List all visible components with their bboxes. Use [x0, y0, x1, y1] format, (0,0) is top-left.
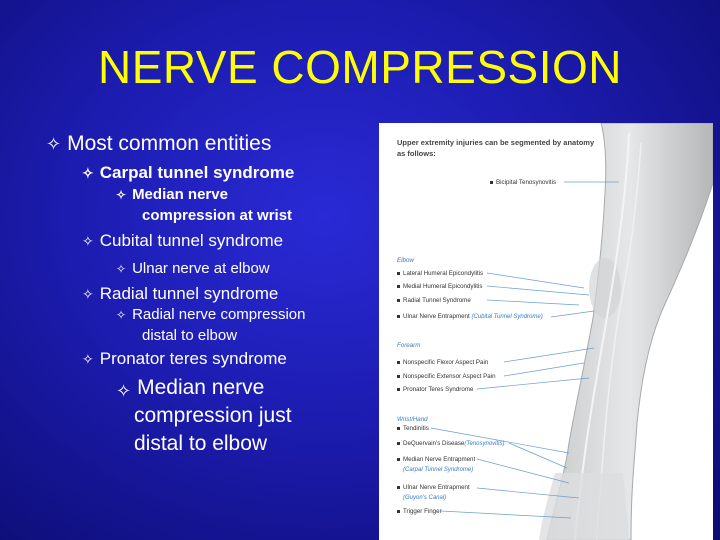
label-note: (Cubital Tunnel Syndrome): [471, 314, 543, 320]
star-bullet-icon: ✧: [82, 233, 94, 249]
label-text: Tendinitis: [403, 425, 429, 432]
label-forearm-item: [397, 373, 496, 380]
label-wrist-item: [397, 425, 429, 432]
label-elbow-item: [397, 270, 483, 277]
label-text: Nonspecific Flexor Aspect Pain: [403, 359, 489, 366]
bullet-pronator-teres: [82, 349, 287, 369]
leader-line: [504, 348, 594, 362]
star-bullet-icon: ✧: [116, 381, 132, 401]
label-text: Trigger Finger: [403, 508, 442, 515]
label-text: Nonspecific Extensor Aspect Pain: [403, 373, 496, 380]
hand-shape: [539, 473, 629, 540]
label-text: Bicipital Tenosynovitis: [496, 179, 557, 186]
label-wrist-item: [397, 440, 505, 447]
bullet-carpal-tunnel: [82, 163, 294, 183]
bullet-dot-icon: [397, 427, 400, 430]
section-forearm: Forearm: [397, 342, 421, 349]
bullet-text: Ulnar nerve at elbow: [132, 260, 270, 277]
bullet-dot-icon: [397, 458, 400, 461]
label-wrist-item: [397, 456, 475, 463]
label-text: Pronator Teres Syndrome: [403, 386, 474, 393]
leader-line: [504, 363, 584, 376]
bullet-dot-icon: [397, 388, 400, 391]
bullet-text-continued: compression just: [134, 404, 292, 427]
bullet-text-continued: distal to elbow: [134, 432, 268, 455]
star-bullet-icon: ✧: [46, 134, 62, 154]
label-forearm-item: [397, 359, 488, 366]
bullet-text-continued: distal to elbow: [142, 327, 238, 344]
bullet-dot-icon: [397, 272, 400, 275]
label-note: (Carpal Tunnel Syndrome): [403, 467, 474, 473]
label-elbow-item: [397, 313, 543, 320]
slide-title: NERVE COMPRESSION: [98, 41, 622, 93]
label-wrist-item: [397, 508, 442, 515]
bullet-median-nerve-wrist: [116, 186, 228, 203]
bullet-text: Cubital tunnel syndrome: [99, 231, 284, 250]
bullet-dot-icon: [397, 285, 400, 288]
bullet-ulnar-nerve: [116, 260, 270, 277]
bullet-dot-icon: [397, 315, 400, 318]
bullet-radial-tunnel: [82, 284, 278, 304]
leader-line: [509, 443, 567, 468]
elbow-shading: [589, 258, 621, 318]
section-elbow: Elbow: [397, 257, 414, 264]
star-bullet-icon: ✧: [116, 308, 127, 322]
bullet-dot-icon: [397, 361, 400, 364]
label-note: (Guyon's Canal): [403, 495, 447, 501]
section-wrist-hand: Wrist/Hand: [397, 416, 428, 423]
bullet-text-continued: compression at wrist: [142, 207, 293, 224]
bullet-text: Median nerve: [132, 186, 228, 203]
star-bullet-icon: ✧: [82, 351, 94, 367]
leader-line: [487, 286, 589, 295]
bullet-text: Median nerve: [137, 376, 265, 399]
label-text: Medial Humeral Epicondylitis: [403, 283, 483, 290]
label-elbow-item: [397, 297, 471, 304]
bullet-cubital-tunnel: [82, 231, 283, 251]
bullet-text: Radial nerve compression: [132, 306, 306, 323]
leader-line: [551, 311, 594, 317]
leader-line: [487, 273, 584, 288]
star-bullet-icon: ✧: [116, 262, 127, 276]
bullet-median-nerve-elbow: [116, 374, 264, 405]
bullet-text: Radial tunnel syndrome: [99, 284, 279, 303]
label-text: Ulnar Nerve Entrapment: [403, 484, 470, 491]
bullet-dot-icon: [397, 299, 400, 302]
star-bullet-icon: ✧: [82, 286, 94, 302]
label-text: DeQuervain's Disease: [403, 440, 465, 447]
label-text: Ulnar Nerve Entrapment: [403, 313, 470, 320]
bullet-text: Most common entities: [67, 132, 272, 155]
bullet-most-common: [46, 132, 271, 156]
bullet-dot-icon: [397, 510, 400, 513]
label-text: Median Nerve Entrapment: [403, 456, 476, 463]
star-bullet-icon: ✧: [82, 165, 94, 181]
label-wrist-item: [397, 484, 470, 491]
bullet-dot-icon: [490, 181, 493, 184]
bullet-dot-icon: [397, 375, 400, 378]
bullet-text: Pronator teres syndrome: [99, 349, 287, 368]
label-forearm-item: [397, 386, 473, 393]
label-elbow-item: [397, 283, 482, 290]
bullet-dot-icon: [397, 442, 400, 445]
arm-anatomy-figure: [379, 123, 713, 540]
label-note: (Tenosynovitis): [464, 441, 505, 447]
label-text: Lateral Humeral Epicondylitis: [403, 270, 484, 277]
label-text: Radial Tunnel Syndrome: [403, 297, 471, 304]
bullet-dot-icon: [397, 486, 400, 489]
bullet-radial-nerve: [116, 306, 305, 323]
bullet-text: Carpal tunnel syndrome: [99, 163, 295, 182]
figure-heading: Upper extremity injuries can be segmented by anatomy as follows:: [397, 138, 595, 158]
label-bicipital: [490, 179, 556, 186]
star-bullet-icon: ✧: [116, 188, 127, 202]
leader-line: [487, 300, 579, 305]
